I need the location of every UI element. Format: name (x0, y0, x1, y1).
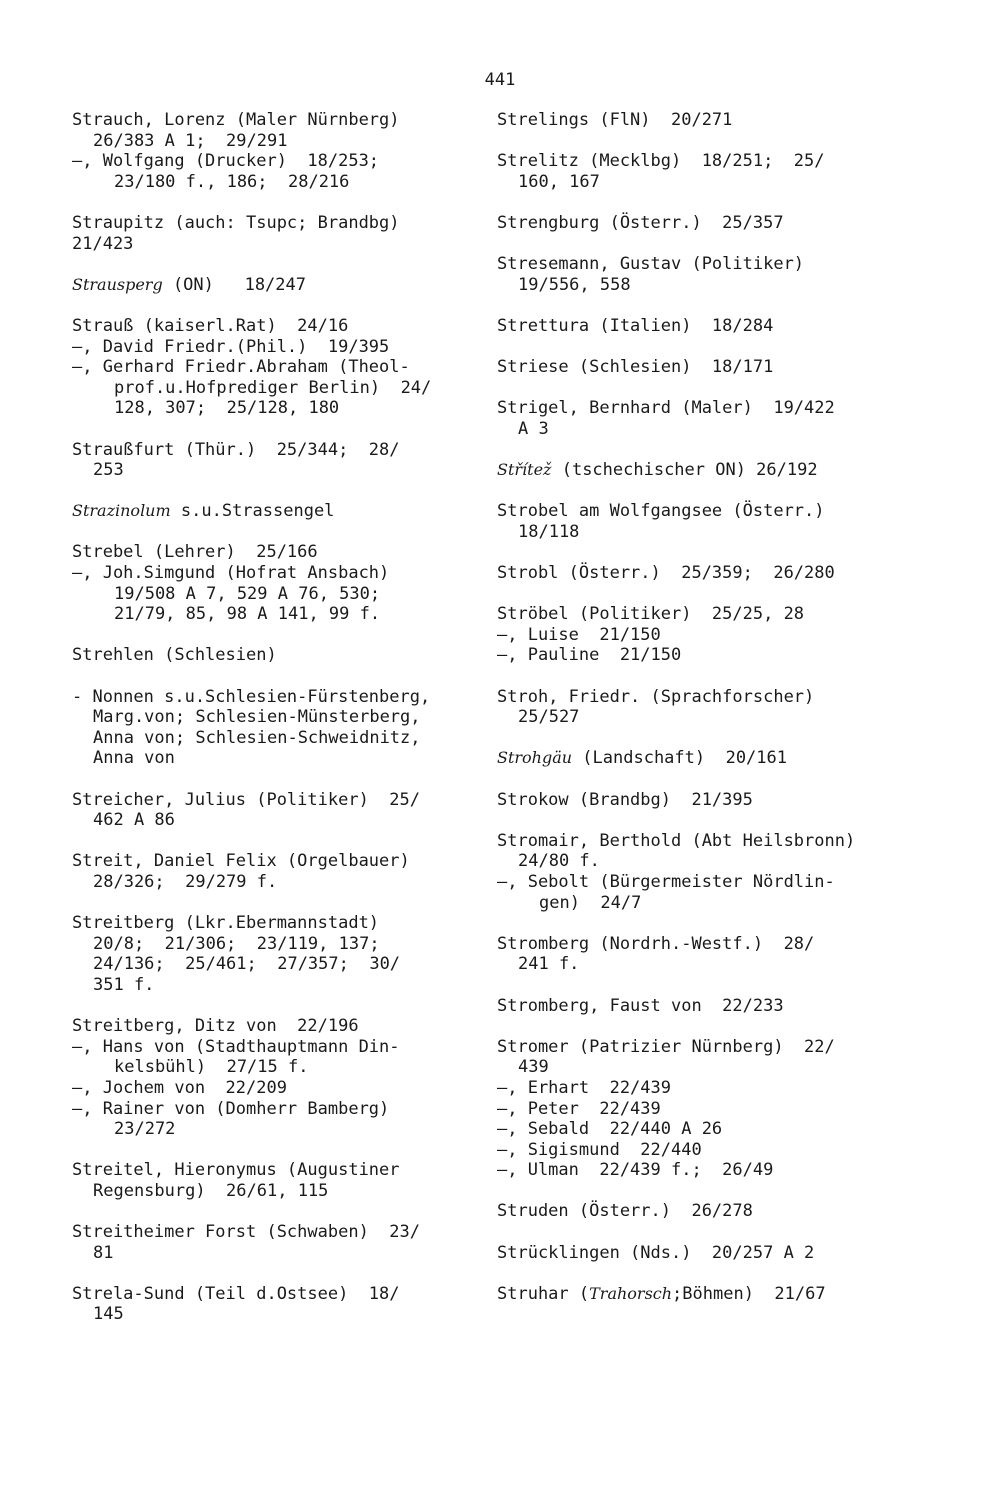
index-entry-line (72, 1037, 502, 1058)
entry-text: —, Rainer von (Domherr Bamberg) (72, 1098, 390, 1119)
entry-text: A 3 (518, 418, 549, 439)
index-entry-line (72, 234, 502, 255)
index-entry-line (72, 1284, 502, 1305)
index-entry-line (497, 460, 937, 481)
index-entry (72, 1222, 502, 1263)
index-entry-line (72, 460, 502, 481)
entry-text: 24/136; 25/461; 27/357; 30/ (93, 954, 401, 975)
index-entry-line (497, 645, 937, 666)
entry-text: Stromberg (Nordrh.-Westf.) 28/ (497, 933, 815, 954)
index-entry (72, 790, 502, 831)
index-entry-line (497, 625, 937, 646)
index-entry (497, 460, 937, 481)
entry-text: gen) 24/7 (539, 892, 642, 913)
entry-text: —, Sebolt (Bürgermeister Nördlin- (497, 871, 835, 892)
entry-text: 26/383 A 1; 29/291 (93, 130, 288, 151)
index-column-left (72, 110, 502, 1346)
index-entry-line (72, 1016, 502, 1037)
index-entry (72, 1016, 502, 1140)
index-entry-line (497, 254, 937, 275)
index-entry-line (72, 810, 502, 831)
index-entry-line (72, 728, 502, 749)
index-entry-line (497, 275, 937, 296)
entry-text: 145 (93, 1304, 124, 1325)
index-entry (497, 748, 937, 769)
entry-text: Anna von (93, 748, 175, 769)
index-entry-line (72, 172, 502, 193)
index-entry-line (72, 748, 502, 769)
entry-text: —, Gerhard Friedr.Abraham (Theol- (72, 357, 410, 378)
index-entry-line (72, 131, 502, 152)
entry-text: Strokow (Brandbg) 21/395 (497, 789, 753, 810)
index-entry-line (72, 913, 502, 934)
index-column-right (497, 110, 937, 1325)
index-entry-line (497, 1078, 937, 1099)
index-entry-line (72, 110, 502, 131)
index-entry (72, 213, 502, 254)
index-entry-line (72, 1181, 502, 1202)
index-entry (72, 851, 502, 892)
index-entry-line (497, 954, 937, 975)
entry-text: Streitberg (Lkr.Ebermannstadt) (72, 913, 380, 934)
entry-text: —, Luise 21/150 (497, 624, 661, 645)
index-entry-line (72, 1222, 502, 1243)
entry-text: 23/272 (114, 1119, 176, 1140)
entry-text: 24/80 f. (518, 851, 600, 872)
index-entry (72, 110, 502, 192)
entry-text: —, David Friedr.(Phil.) 19/395 (72, 336, 390, 357)
entry-text: Streitberg, Ditz von 22/196 (72, 1016, 359, 1037)
italic-term: Střítež (497, 460, 552, 480)
entry-text: prof.u.Hofprediger Berlin) 24/ (114, 377, 432, 398)
entry-text: Strobel am Wolfgangsee (Österr.) (497, 501, 825, 522)
entry-text: —, Peter 22/439 (497, 1098, 661, 1119)
entry-text: —, Ulman 22/439 f.; 26/49 (497, 1160, 774, 1181)
index-entry-line (72, 604, 502, 625)
entry-text: 253 (93, 460, 124, 481)
index-entry-line (497, 151, 937, 172)
index-entry (497, 151, 937, 192)
index-entry-line (72, 213, 502, 234)
entry-text: Strobl (Österr.) 25/359; 26/280 (497, 563, 835, 584)
entry-text: —, Sebald 22/440 A 26 (497, 1119, 723, 1140)
index-entry-line (497, 1037, 937, 1058)
index-entry (497, 604, 937, 666)
entry-text: Streitheimer Forst (Schwaben) 23/ (72, 1222, 420, 1243)
index-entry (497, 213, 937, 234)
entry-text: Stromair, Berthold (Abt Heilsbronn) (497, 830, 856, 851)
index-entry-line (72, 872, 502, 893)
index-entry-line (72, 563, 502, 584)
italic-term: Strazinolum (72, 501, 171, 521)
index-entry-line (72, 398, 502, 419)
italic-term: Trahorsch (589, 1283, 673, 1303)
entry-text: 19/556, 558 (518, 274, 631, 295)
entry-text: —, Erhart 22/439 (497, 1077, 671, 1098)
entry-text: —, Pauline 21/150 (497, 645, 682, 666)
index-entry-line (72, 542, 502, 563)
index-entry-line (497, 1140, 937, 1161)
index-entry-line (497, 563, 937, 584)
entry-text: Strela-Sund (Teil d.Ostsee) 18/ (72, 1283, 400, 1304)
index-entry-line (497, 934, 937, 955)
entry-text: Strücklingen (Nds.) 20/257 A 2 (497, 1242, 815, 1263)
entry-text: kelsbühl) 27/15 f. (114, 1057, 309, 1078)
index-entry-line (497, 1099, 937, 1120)
entry-text: Stromberg, Faust von 22/233 (497, 995, 784, 1016)
entry-text: Streitel, Hieronymus (Augustiner (72, 1160, 400, 1181)
index-entry-line (497, 419, 937, 440)
index-entry-line (72, 584, 502, 605)
index-entry-line (72, 934, 502, 955)
entry-text: 18/118 (518, 521, 580, 542)
index-entry (497, 996, 937, 1017)
index-entry-line (497, 1119, 937, 1140)
index-entry-line (72, 1243, 502, 1264)
index-entry-line (497, 398, 937, 419)
index-entry-line (72, 337, 502, 358)
index-entry-line (497, 1160, 937, 1181)
entry-text: 128, 307; 25/128, 180 (114, 398, 340, 419)
index-entry (497, 831, 937, 913)
index-entry-line (497, 172, 937, 193)
index-entry-line (72, 687, 502, 708)
index-entry-line (497, 357, 937, 378)
index-entry-line (72, 316, 502, 337)
index-entry-line (497, 872, 937, 893)
entry-text: Strebel (Lehrer) 25/166 (72, 542, 318, 563)
entry-text: —, Wolfgang (Drucker) 18/253; (72, 151, 380, 172)
index-entry-line (72, 645, 502, 666)
index-entry-line (72, 1304, 502, 1325)
entry-text: 81 (93, 1242, 114, 1263)
entry-text: 241 f. (518, 954, 580, 975)
index-entry-line (497, 522, 937, 543)
entry-text: —, Joh.Simgund (Hofrat Ansbach) (72, 563, 390, 584)
entry-text: ;Böhmen) 21/67 (672, 1283, 826, 1304)
index-entry (497, 357, 937, 378)
index-entry (72, 1284, 502, 1325)
entry-text: 21/79, 85, 98 A 141, 99 f. (114, 604, 381, 625)
index-entry-line (72, 357, 502, 378)
entry-text: Ströbel (Politiker) 25/25, 28 (497, 604, 805, 625)
index-entry-line (497, 748, 937, 769)
index-entry-line (72, 954, 502, 975)
index-entry (72, 1160, 502, 1201)
entry-text: Stresemann, Gustav (Politiker) (497, 254, 805, 275)
entry-text: 439 (518, 1057, 549, 1078)
index-entry (497, 1243, 937, 1264)
italic-term: Strohgäu (497, 748, 573, 768)
index-entry (72, 275, 502, 296)
entry-text: 20/8; 21/306; 23/119, 137; (93, 933, 380, 954)
entry-text: Anna von; Schlesien-Schweidnitz, (93, 727, 421, 748)
index-entry (497, 687, 937, 728)
entry-text: Marg.von; Schlesien-Münsterberg, (93, 707, 421, 728)
index-entry-line (497, 707, 937, 728)
index-entry (497, 1037, 937, 1181)
entry-text: Strigel, Bernhard (Maler) 19/422 (497, 398, 835, 419)
index-entry-line (72, 378, 502, 399)
index-entry-line (72, 501, 502, 522)
entry-text: 19/508 A 7, 529 A 76, 530; (114, 583, 381, 604)
index-entry (72, 645, 502, 666)
index-entry-line (497, 1284, 937, 1305)
index-entry-line (497, 996, 937, 1017)
index-entry (72, 440, 502, 481)
entry-text: Strettura (Italien) 18/284 (497, 315, 774, 336)
entry-text: Straupitz (auch: Tsupc; Brandbg) (72, 212, 400, 233)
entry-text: Strehlen (Schlesien) (72, 645, 277, 666)
index-entry (497, 501, 937, 542)
index-entry-line (72, 790, 502, 811)
index-entry-line (497, 1201, 937, 1222)
index-entry (497, 110, 937, 131)
index-entry-line (497, 604, 937, 625)
entry-text: —, Sigismund 22/440 (497, 1139, 702, 1160)
index-entry (497, 790, 937, 811)
index-entry-line (72, 707, 502, 728)
page-number: 441 (484, 70, 516, 90)
entry-text: 160, 167 (518, 171, 600, 192)
index-entry (497, 1201, 937, 1222)
entry-text: Struden (Österr.) 26/278 (497, 1201, 753, 1222)
entry-text: Straußfurt (Thür.) 25/344; 28/ (72, 439, 400, 460)
entry-text: 351 f. (93, 974, 155, 995)
index-entry-line (497, 1057, 937, 1078)
entry-text: Struhar ( (497, 1283, 590, 1304)
entry-text: Strengburg (Österr.) 25/357 (497, 212, 784, 233)
index-entry-line (72, 1099, 502, 1120)
entry-text: Strauch, Lorenz (Maler Nürnberg) (72, 110, 400, 130)
entry-text: Strelings (FlN) 20/271 (497, 110, 733, 130)
index-entry-line (72, 975, 502, 996)
index-entry (497, 1284, 937, 1305)
entry-text: Stromer (Patrizier Nürnberg) 22/ (497, 1036, 835, 1057)
entry-text: 462 A 86 (93, 810, 175, 831)
index-entry-line (72, 440, 502, 461)
entry-text: Streit, Daniel Felix (Orgelbauer) (72, 851, 410, 872)
index-entry-line (497, 213, 937, 234)
entry-text: s.u.Strassengel (170, 501, 335, 522)
index-entry (72, 542, 502, 624)
entry-text: 23/180 f., 186; 28/216 (114, 171, 350, 192)
index-entry-line (497, 851, 937, 872)
entry-text: Strelitz (Mecklbg) 18/251; 25/ (497, 151, 825, 172)
index-entry (497, 563, 937, 584)
index-entry-line (72, 851, 502, 872)
index-entry (497, 398, 937, 439)
entry-text: 28/326; 29/279 f. (93, 871, 278, 892)
index-entry-line (72, 151, 502, 172)
index-entry-line (497, 687, 937, 708)
index-entry (72, 687, 502, 769)
entry-text: - Nonnen s.u.Schlesien-Fürstenberg, (72, 686, 431, 707)
entry-text: Strauß (kaiserl.Rat) 24/16 (72, 315, 349, 336)
index-entry (72, 501, 502, 522)
index-entry (497, 934, 937, 975)
index-entry (72, 913, 502, 995)
entry-text: —, Hans von (Stadthauptmann Din- (72, 1036, 400, 1057)
entry-text: Striese (Schlesien) 18/171 (497, 357, 774, 378)
entry-text: Regensburg) 26/61, 115 (93, 1180, 329, 1201)
index-entry-line (497, 316, 937, 337)
entry-text: Streicher, Julius (Politiker) 25/ (72, 789, 420, 810)
entry-text: (Landschaft) 20/161 (572, 748, 787, 769)
index-entry (497, 254, 937, 295)
entry-text: 21/423 (72, 233, 134, 254)
index-entry (497, 316, 937, 337)
index-entry-line (497, 790, 937, 811)
index-entry (72, 316, 502, 419)
index-entry-line (72, 1119, 502, 1140)
entry-text: Stroh, Friedr. (Sprachforscher) (497, 686, 815, 707)
entry-text: 25/527 (518, 707, 580, 728)
entry-text: —, Jochem von 22/209 (72, 1077, 287, 1098)
index-entry-line (497, 831, 937, 852)
index-entry-line (497, 893, 937, 914)
index-entry-line (497, 501, 937, 522)
index-entry-line (497, 110, 937, 131)
entry-text: (ON) 18/247 (162, 274, 306, 295)
index-entry-line (72, 1057, 502, 1078)
entry-text: (tschechischer ON) 26/192 (551, 460, 818, 481)
index-entry-line (72, 1160, 502, 1181)
italic-term: Strausperg (72, 274, 163, 294)
index-entry-line (497, 1243, 937, 1264)
index-entry-line (72, 1078, 502, 1099)
index-entry-line (72, 275, 502, 296)
